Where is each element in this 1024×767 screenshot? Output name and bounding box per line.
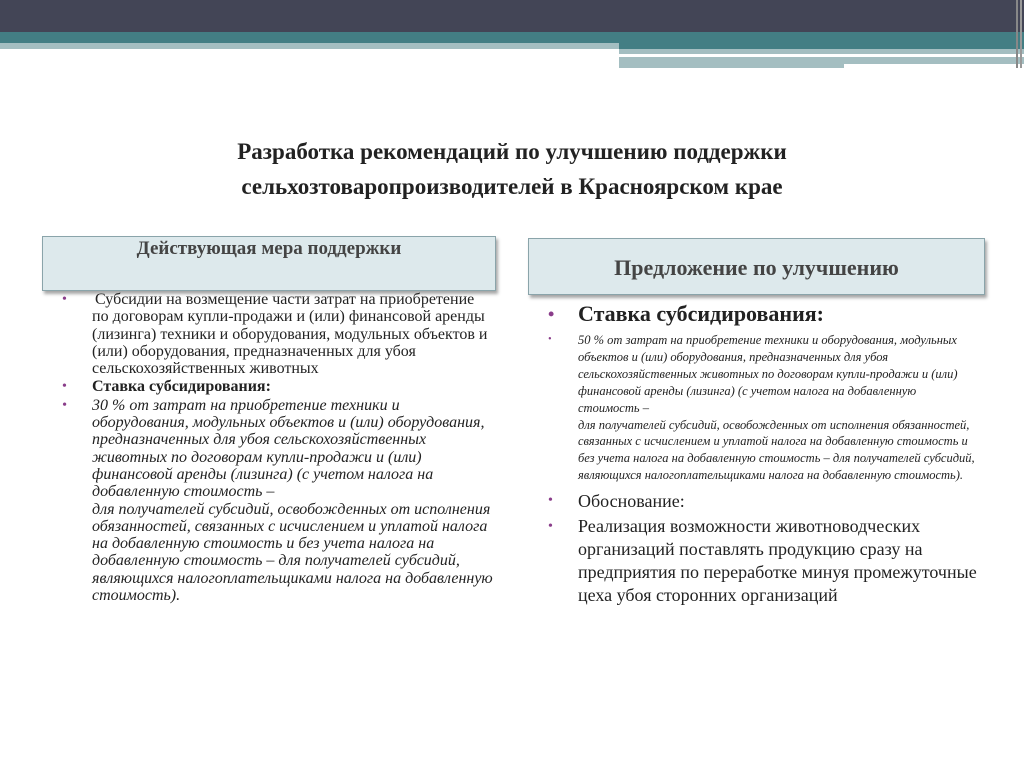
item-text: Обоснование: (578, 491, 685, 512)
list-item (62, 378, 494, 395)
current-measure-header: Действующая мера поддержки (42, 236, 496, 291)
bullet-icon: • (62, 292, 67, 307)
item-text: Субсидии на возмещение части затрат на приобретение по договорам купли-продажи и (или) финансовой аренды (лизинга) техники и оборудования, модульных объектов и (или) оборудования, предназначенных для убоя сельскохозяйственных животных (92, 291, 488, 378)
item-text: 30 % от затрат на приобретение техники и оборудования, модульных объектов и (или) оборудования, предназначенных для убоя сельскохозяйственных животных по договорам купли-продажи и (или) финансовой аренды (лизинга) (с учетом налога на добавленную стоимость – (92, 396, 485, 501)
title-line-1: Разработка рекомендаций по улучшению поддержки (237, 139, 787, 164)
slide-title (60, 134, 964, 204)
bullet-icon: • (548, 493, 553, 509)
list-item (548, 332, 978, 484)
item-text: для получателей субсидий, освобожденных от исполнения обязанностей, связанных с исчислением и уплатой налога на добавленную стоимость и без учета налога на добавленную стоимость – для получателей субсидий, являющихся налогоплательщиками налога на добавленную стоимость). (92, 500, 493, 605)
list-item (62, 397, 494, 605)
proposal-list (548, 300, 978, 607)
list-item (62, 291, 494, 377)
proposal-header: Предложение по улучшению (528, 238, 985, 295)
bullet-icon: • (548, 334, 552, 345)
list-item (548, 300, 978, 328)
item-text: Ставка субсидирования: (578, 301, 824, 326)
list-item (548, 490, 978, 512)
item-text: 50 % от затрат на приобретение техники и оборудования, модульных объектов и (или) оборудования, предназначенных для убоя сельскохозяйственных животных по договорам купли-продажи и (или) финансовой аренды (лизинга) (с учетом налога на добавленную стоимость – (578, 333, 958, 415)
bullet-icon: • (62, 379, 67, 395)
bullet-icon: • (548, 304, 555, 324)
bullet-icon: • (548, 519, 553, 535)
list-item (548, 515, 978, 607)
bullet-icon: • (62, 397, 67, 413)
current-measure-list (62, 291, 494, 605)
item-text: для получателей субсидий, освобожденных от исполнения обязанностей, связанных с исчислением и уплатой налога на добавленную стоимость и без учета налога на добавленную стоимость – для получателей субсидий, являющихся налогоплательщиками налога на добавленную стоимость). (578, 417, 975, 483)
item-text: Реализация возможности животноводческих организаций поставлять продукцию сразу на предприятия по переработке минуя промежуточные цеха убоя сторонних организаций (578, 516, 977, 606)
item-text: Ставка субсидирования: (92, 378, 271, 396)
title-line-2: сельхозтоваропроизводителей в Красноярском крае (241, 174, 783, 199)
